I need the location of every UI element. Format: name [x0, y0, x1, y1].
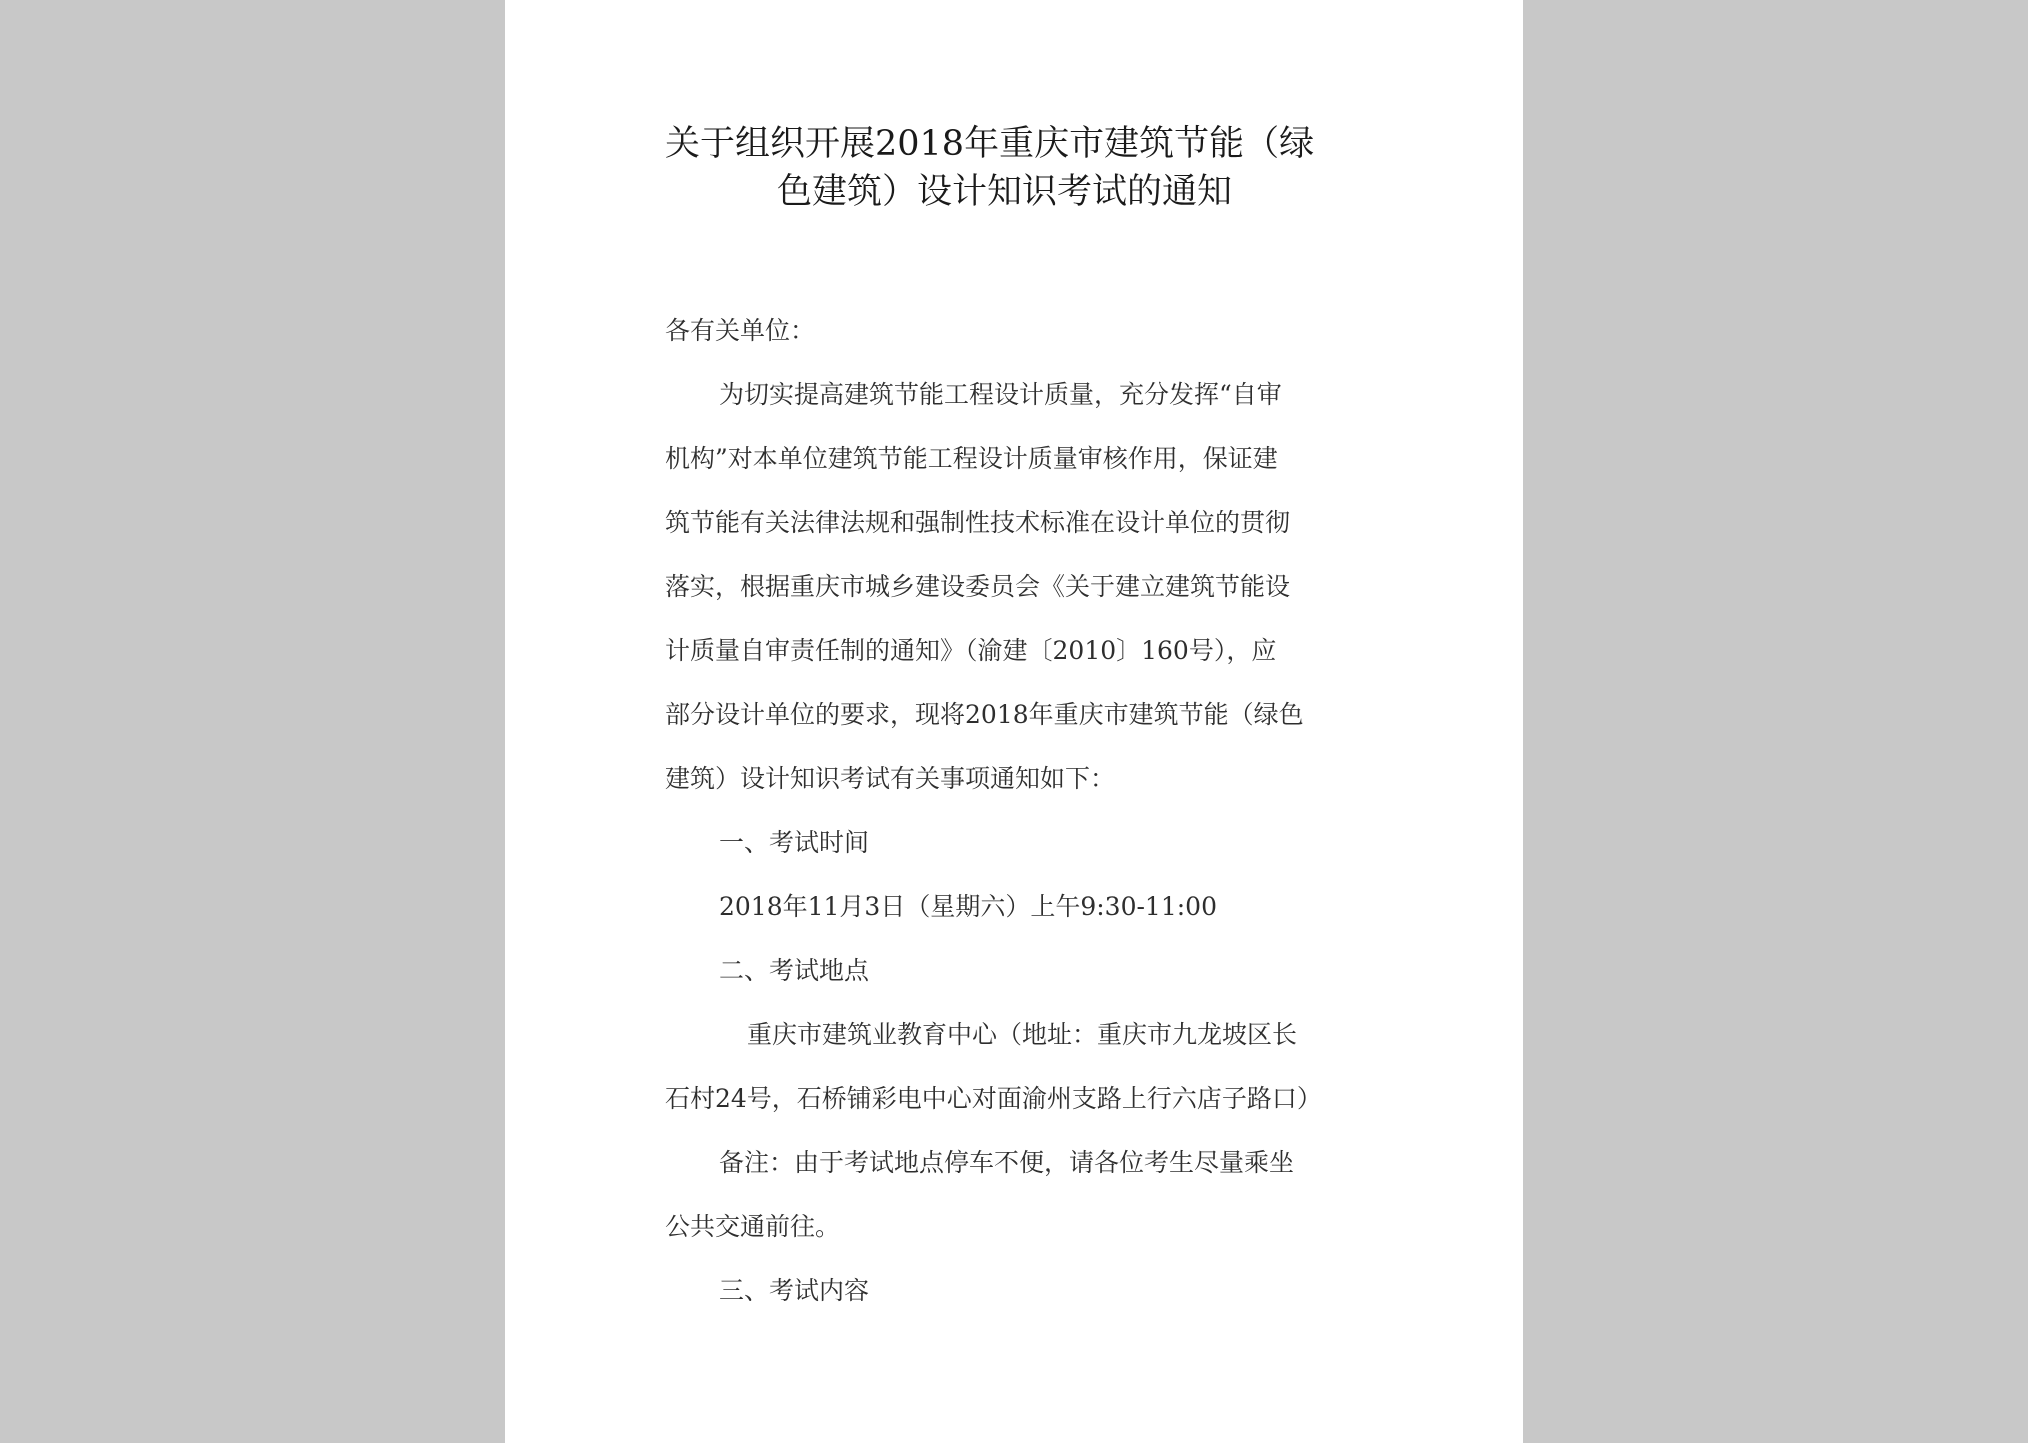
intro-line: 部分设计单位的要求，现将2018年重庆市建筑节能（绿色	[665, 700, 1304, 729]
note-line: 公共交通前往。	[665, 1212, 841, 1241]
intro-line: 为切实提高建筑节能工程设计质量，充分发挥“自审	[719, 380, 1282, 409]
intro-line: 机构”对本单位建筑节能工程设计质量审核作用，保证建	[665, 444, 1278, 473]
document-page	[505, 0, 1523, 1443]
title-line-2: 色建筑）设计知识考试的通知	[777, 172, 1233, 212]
document-title	[665, 120, 1385, 216]
note-line: 备注：由于考试地点停车不便，请各位考生尽量乘坐	[719, 1148, 1295, 1177]
exam-time: 2018年11月3日（星期六）上午9:30-11:00	[719, 892, 1217, 921]
exam-location-line: 重庆市建筑业教育中心（地址：重庆市九龙坡区长	[747, 1020, 1298, 1049]
salutation: 各有关单位：	[665, 316, 816, 345]
section-3-heading: 三、考试内容	[719, 1276, 870, 1305]
intro-line: 建筑）设计知识考试有关事项通知如下：	[665, 764, 1116, 793]
intro-line: 计质量自审责任制的通知》（渝建〔2010〕160号），应	[665, 636, 1277, 665]
section-2-heading: 二、考试地点	[719, 956, 870, 985]
exam-location-line: 石村24号，石桥铺彩电中心对面渝州支路上行六店子路口）	[665, 1084, 1322, 1113]
section-1-heading: 一、考试时间	[719, 828, 870, 857]
intro-line: 筑节能有关法律法规和强制性技术标准在设计单位的贯彻	[665, 508, 1291, 537]
title-line-1: 关于组织开展2018年重庆市建筑节能（绿	[665, 124, 1315, 164]
intro-line: 落实，根据重庆市城乡建设委员会《关于建立建筑节能设	[665, 572, 1291, 601]
